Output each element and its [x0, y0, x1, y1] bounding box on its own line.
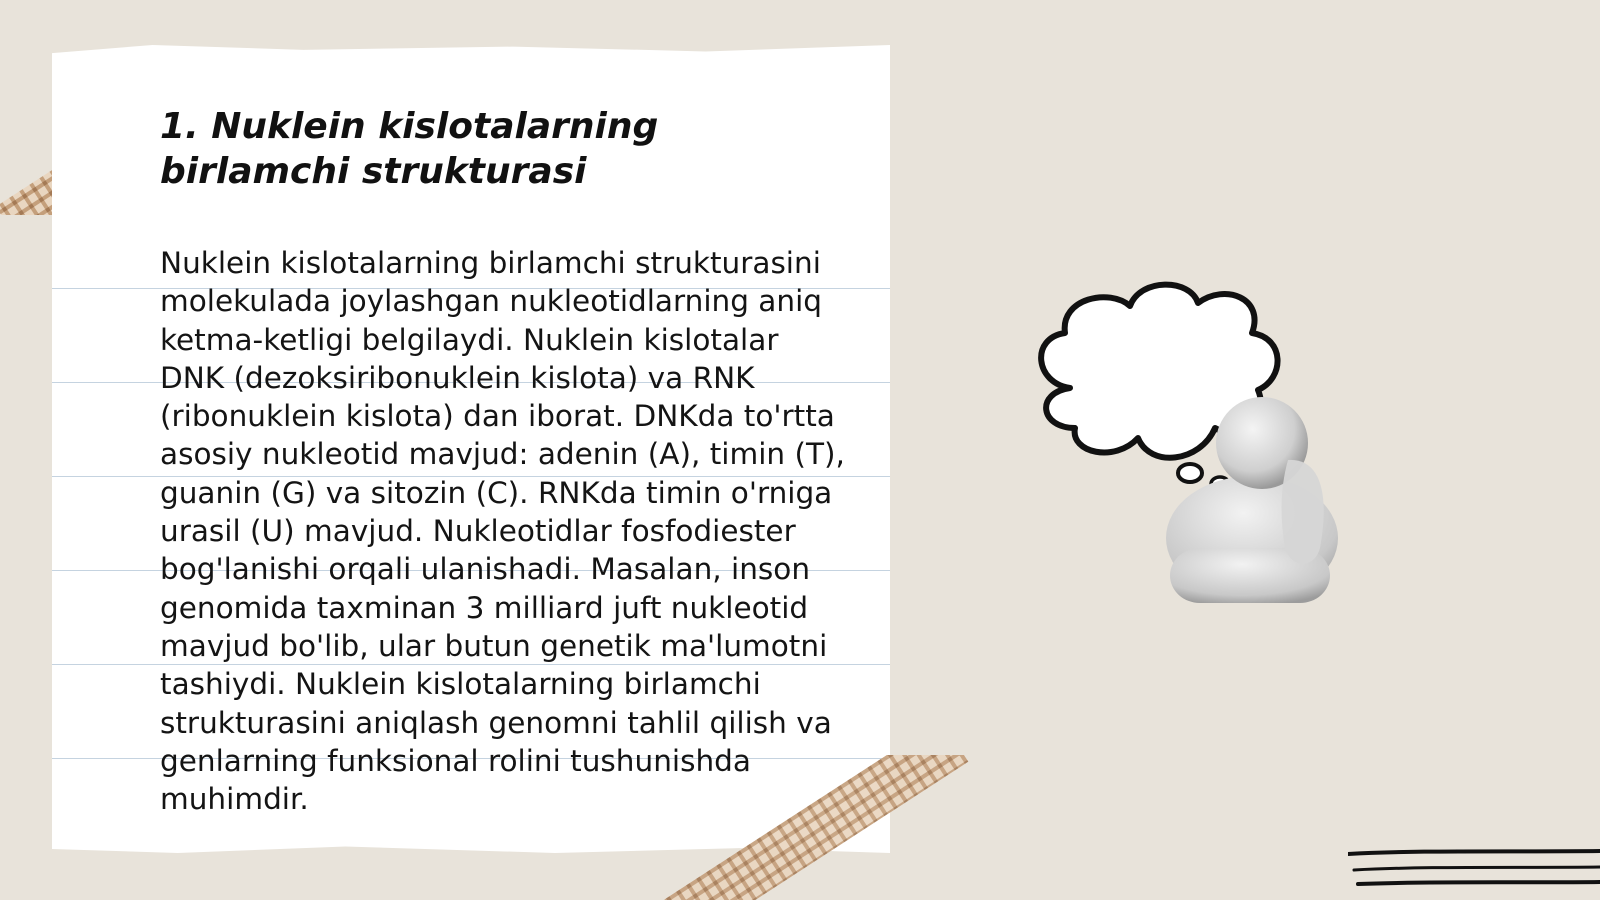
washi-tape-icon — [640, 755, 1000, 900]
thinking-person-icon — [1030, 278, 1360, 618]
slide-title: 1. Nuklein kislotalarning birlamchi strukturasi — [160, 106, 659, 192]
slide-body-text: Nuklein kislotalarning birlamchi strukturasini molekulada joylashgan nukleotidlarning aniq ketma-ketligi belgilaydi. Nuklein kislotalar DNK (dezoksiribonuklein kislota) va RNK (ribonuklein kislota) dan iborat. DNKda to'rtta asosiy nukleotid mavjud: adenin (A), timin (T), guanin (G) va sitozin (C). RNKda timin o'rniga urasil (U) mavjud. Nukleotidlar fosfodiester bog'lanishi orqali ulanishadi. Masalan, inson genomida taxminan 3 milliard juft nukleotid mavjud bo'lib, ular butun genetik ma'lumotni tashiydi. Nuklein kislotalarning birlamchi strukturasini aniqlash genomni tahlil qilish va genlarning funksional rolini tushunishda muhimdir. — [160, 246, 845, 817]
decorative-lines-icon — [1348, 846, 1600, 894]
